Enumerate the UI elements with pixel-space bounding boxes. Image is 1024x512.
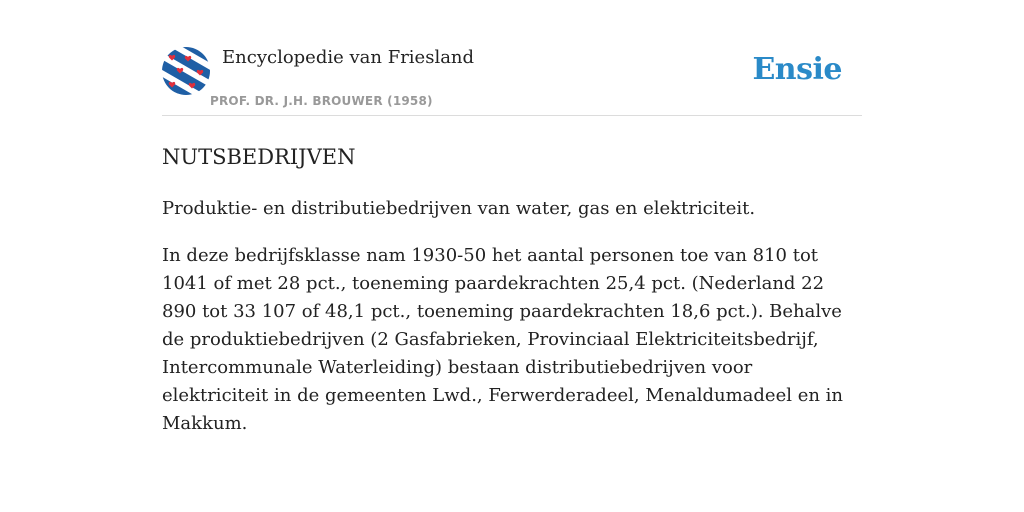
entry-body: In deze bedrijfsklasse nam 1930-50 het aantal personen toe van 810 tot 1041 of met 28 pct., toeneming paardekrachten 25,4 pct. (Nederland 22 890 tot 33 107 of 48,1 pct., toeneming paardekrachten 18,6 pct.). Behalve de produktiebedrijven (2 Gasfabrieken, Provinciaal Elektriciteitsbedrijf, Intercommunale Waterleiding) bestaan distributiebedrijven voor elektriciteit in de gemeenten Lwd., Ferwerderadeel, Menaldumadeel en in Makkum. <box>162 245 844 434</box>
source-title[interactable]: Encyclopedie van Friesland <box>222 47 475 68</box>
source-author: PROF. DR. J.H. BROUWER (1958) <box>210 94 433 108</box>
page-header <box>162 40 862 116</box>
frisian-flag-logo-icon[interactable] <box>162 47 210 95</box>
entry-title: NUTSBEDRIJVEN <box>162 145 356 169</box>
brand-logo-link[interactable]: Ensie <box>752 52 842 87</box>
entry-definition: Produktie- en distributiebedrijven van water, gas en elektriciteit. <box>162 198 756 219</box>
page-container <box>162 40 862 438</box>
